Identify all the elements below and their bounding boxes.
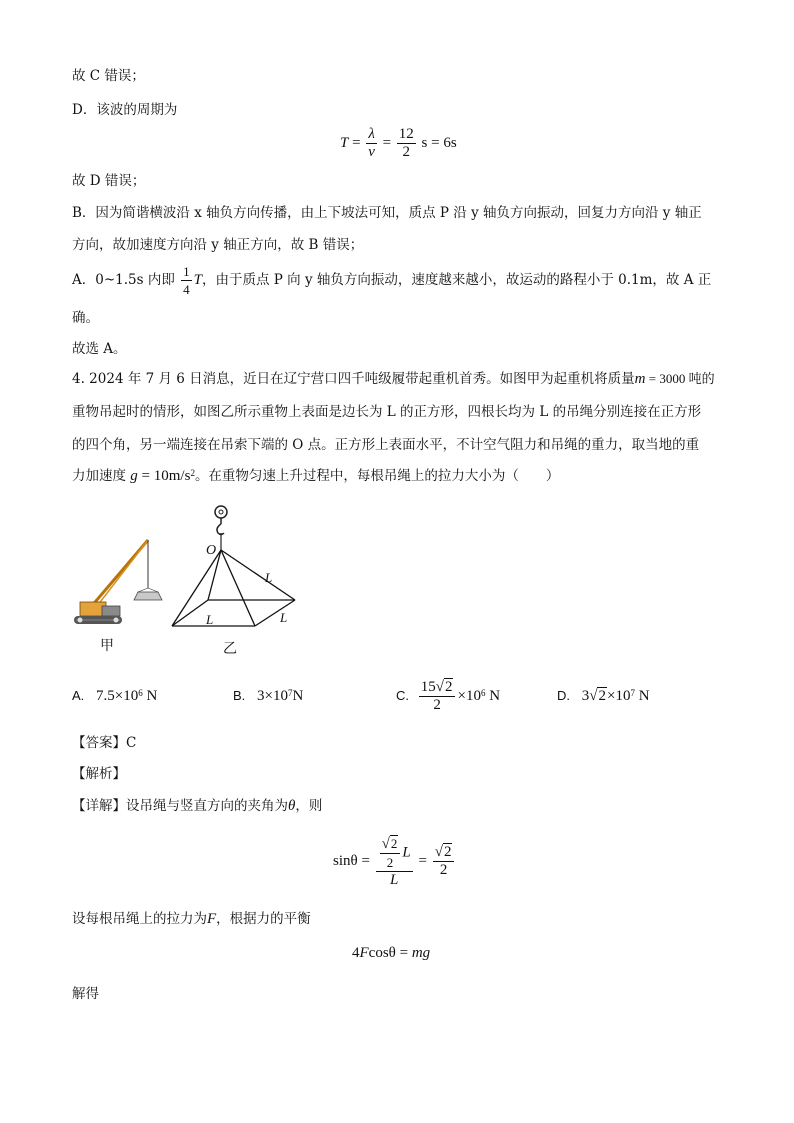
hook-icon [215,506,227,550]
option-label: A. [72,688,85,703]
option-value: ×10 [606,688,631,704]
text-line: B．因为简谐横波沿 x 轴负方向传播，由上下坡法可知，质点 P 沿 y 轴负方向振动，回复力方向沿 y 轴正 [72,205,702,221]
text-fragment: 。在重物匀速上升过程中，每根吊绳上的拉力大小为（ ） [194,468,560,484]
eq-symbol: T [340,135,349,151]
text-fragment: ，根据力的平衡 [216,911,311,927]
text-line [72,262,711,298]
numerator: 15√2 [419,679,456,697]
question-line: 重物吊起时的情形，如图乙所示重物上表面是边长为 L 的正方形，四根长均为 L 的吊绳分别连接在正方形 [72,404,702,420]
eq-sign: = [352,135,361,151]
pyramid-diagram [172,550,295,626]
eq-sign: = [361,853,370,869]
fraction [181,263,192,298]
crane-illustration [74,540,162,624]
exponent: 2 [190,468,195,478]
option-unit: N [146,688,158,704]
option-value: ×10 [457,688,481,704]
tension-line [72,910,311,928]
eq-lhs: sinθ [333,853,358,869]
text-line: 确。 [72,310,99,326]
numerator: 1 [183,264,190,279]
text-fragment: = 3000 吨的 [645,371,715,386]
inner-fraction [380,835,401,871]
numerator: √2 [433,844,455,862]
eq-symbol: m [634,371,646,387]
text-fragment: ，由于质点 P 向 y 轴负方向振动，速度越来越小，故运动的路程小于 0.1m，故 A 正 [201,272,712,288]
fraction [433,844,455,879]
text-fragment: = 10m/s [137,468,191,484]
numerator: 12 [398,126,414,143]
denominator: 2 [439,862,448,879]
fraction [419,679,456,714]
text-line: 故 C 错误； [72,68,145,84]
option-value: 3 [581,688,590,704]
sqrt: √2 [589,688,606,704]
eq-sign: = [382,135,392,151]
numerator: $\frac{√2}{2}$ L [376,835,413,872]
text-fragment: 【详解】设吊绳与竖直方向的夹角为 [72,798,288,814]
exponent: 6 [138,688,143,698]
detail-line [72,797,322,815]
text-line: 解得 [72,986,99,1002]
option-b[interactable] [233,681,303,711]
numerator: λ [368,126,375,143]
option-unit: N [638,688,650,704]
figure-label-yi: 乙 [223,641,237,657]
edge-label-L: L [206,612,214,627]
fraction [366,126,377,161]
text-line: 方向，故加速度方向沿 y 轴正方向，故 B 错误； [72,237,364,253]
sqrt: √2 [435,679,453,696]
option-unit: N [292,688,304,704]
option-label: D. [557,688,570,703]
question-line: 的四个角，另一端连接在吊索下端的 O 点。正方形上表面水平，不计空气阻力和吊绳的重力，取当地的重 [72,437,700,453]
exponent: 6 [480,688,486,698]
option-value: 3×10 [257,688,289,704]
eq-symbol: g [130,468,138,484]
option-label: B. [233,688,246,703]
denominator: 2 [433,697,441,714]
text-line: 故选 A。 [72,341,127,357]
numerator: √2 [380,835,401,854]
figure-crane-and-pyramid [68,500,308,665]
option-unit: N [489,688,501,704]
eq-symbol: T [193,272,202,288]
eq-sign: = [418,853,427,869]
denominator: 2 [402,144,411,161]
option-label: C. [396,688,409,703]
equation-balance: 4Fcosθ = mg [352,945,431,961]
question-line [72,370,715,388]
eq-symbol: F [207,911,217,927]
point-label-O: O [206,543,217,558]
exponent: 7 [288,688,293,698]
edge-label-L: L [280,610,288,625]
figure-label-jia: 甲 [100,638,114,654]
equation-period [340,124,457,162]
denominator: 4 [183,282,190,297]
text-line: D．该波的周期为 [72,102,178,118]
denominator: v [368,144,375,161]
fraction [376,835,413,889]
text-fragment: 力加速度 [72,468,126,484]
equation-sin [333,828,456,894]
question-line [72,467,559,485]
option-d[interactable] [557,681,650,711]
eq-tail: s = 6s [421,135,457,151]
option-a[interactable] [72,681,157,711]
analysis-heading: 【解析】 [72,766,126,782]
fraction [397,126,416,161]
exponent: 7 [630,688,635,698]
denominator: L [390,871,399,888]
option-c[interactable] [396,670,500,722]
text-fragment: 4. 2024 年 7 月 6 日消息，近日在辽宁营口四千吨级履带起重机首秀。如图甲为起重机将质量 [72,371,635,387]
text-fragment: ，则 [295,798,323,814]
text-fragment: 设每根吊绳上的拉力为 [72,911,207,927]
eq-symbol: θ [288,798,296,814]
answer-line: 【答案】C [72,735,137,751]
option-value: 7.5×10 [96,688,139,704]
denominator: 2 [386,854,394,870]
text-line: 故 D 错误； [72,173,146,189]
edge-label-L: L [265,570,273,585]
text-fragment: A．0~1.5s 内即 [72,272,175,288]
